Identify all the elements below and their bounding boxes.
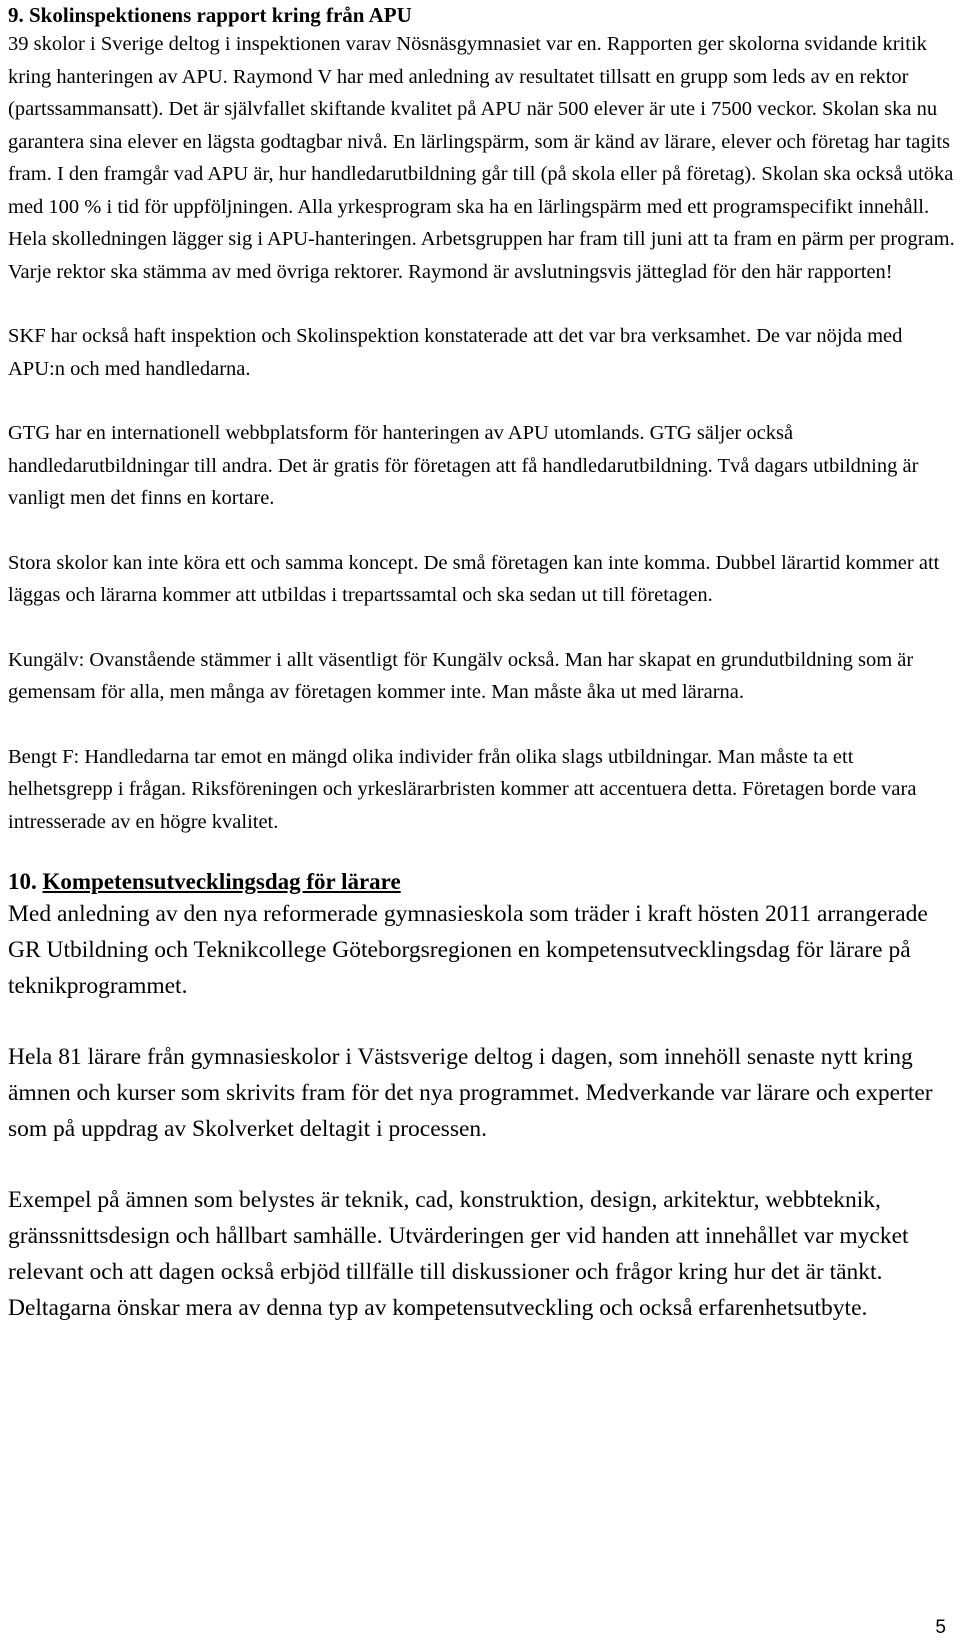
section-10 — [8, 868, 956, 1326]
section-10-number: 10. — [8, 869, 37, 894]
section-10-title: Kompetensutvecklingsdag för lärare — [42, 869, 401, 894]
section-10-heading — [8, 868, 956, 896]
section-9-paragraph-6: Bengt F: Handledarna tar emot en mängd olika individer från olika slags utbildningar. Man måste ta ett helhetsgrepp i frågan. Riksföreningen och yrkeslärarbristen kommer att accentuera detta. Företagen borde vara intresserade av en högre kvalitet. — [8, 745, 917, 833]
section-9-body — [8, 28, 956, 838]
section-9-paragraph-4: Stora skolor kan inte köra ett och samma koncept. De små företagen kan inte komma. Dubbel lärartid kommer att läggas och lärarna kommer att utbildas i trepartssamtal och ska sedan ut till företagen. — [8, 551, 940, 606]
section-10-paragraph-2: Hela 81 lärare från gymnasieskolor i Västsverige deltog i dagen, som innehöll senaste nytt kring ämnen och kurser som skrivits fram för det nya programmet. Medverkande var lärare och experter som på uppdrag av Skolverket deltagit i processen. — [8, 1044, 933, 1142]
document-page — [8, 2, 956, 1326]
section-9-paragraph-1: 39 skolor i Sverige deltog i inspektionen varav Nösnäsgymnasiet var en. Rapporten ger skolorna svidande kritik kring hanteringen av APU. Raymond V har med anledning av resultatet tillsatt en grupp som leds av en rektor (partssammansatt). Det är självfallet skiftande kvalitet på APU när 500 elever är ute i 7500 veckor. Skolan ska nu garantera sina elever en lägsta godtagbar nivå. En lärlingspärm, som är känd av lärare, elever och företag har tagits fram. I den framgår vad APU är, hur handledarutbildning går till (på skola eller på företag). Skolan ska också utöka med 100 % i tid för uppföljningen. Alla yrkesprogram ska ha en lärlingspärm med ett programspecifikt innehåll. Hela skolledningen lägger sig i APU-hanteringen. Arbetsgruppen har fram till juni att ta fram en pärm per program. Varje rektor ska stämma av med övriga rektorer. Raymond är avslutningsvis jätteglad för den här rapporten! — [8, 33, 955, 283]
section-9-paragraph-5: Kungälv: Ovanstående stämmer i allt väsentligt för Kungälv också. Man har skapat en grundutbildning som är gemensam för alla, men många av företagen kommer inte. Man måste åka ut med lärarna. — [8, 648, 914, 703]
section-9-paragraph-2: SKF har också haft inspektion och Skolinspektion konstaterade att det var bra verksamhet. De var nöjda med APU:n och med handledarna. — [8, 325, 903, 380]
section-10-paragraph-3: Exempel på ämnen som belystes är teknik, cad, konstruktion, design, arkitektur, webbteknik, gränssnittsdesign och hållbart samhälle. Utvärderingen ger vid handen att innehållet var mycket relevant och att dagen också erbjöd tillfälle till diskussioner och frågor kring hur det är tänkt. Deltagarna önskar mera av denna typ av kompetensutveckling och också erfarenhetsutbyte. — [8, 1187, 909, 1321]
section-10-body — [8, 896, 956, 1326]
section-9-heading: 9. Skolinspektionens rapport kring från APU — [8, 3, 412, 27]
section-10-paragraph-1: Med anledning av den nya reformerade gymnasieskola som träder i kraft hösten 2011 arrangerade GR Utbildning och Teknikcollege Göteborgsregionen en kompetensutvecklingsdag för lärare på teknikprogrammet. — [8, 901, 928, 999]
page-number: 5 — [935, 1617, 946, 1638]
section-9-paragraph-3: GTG har en internationell webbplatsform för hanteringen av APU utomlands. GTG säljer också handledarutbildningar till andra. Det är gratis för företagen att få handledarutbildning. Två dagars utbildning är vanligt men det finns en kortare. — [8, 422, 919, 509]
section-9 — [8, 2, 956, 838]
